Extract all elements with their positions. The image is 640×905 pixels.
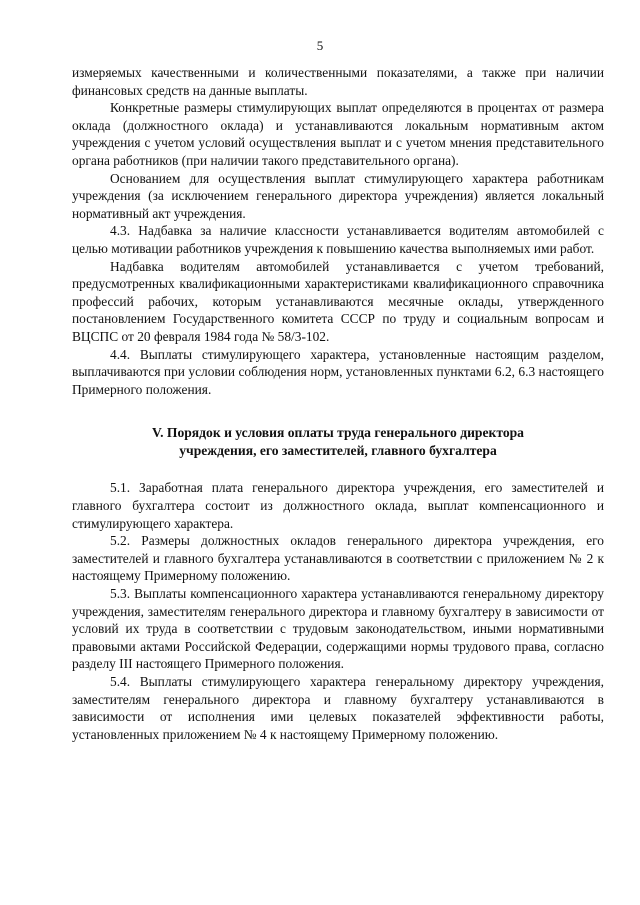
paragraph-5-3: 5.3. Выплаты компенсационного характера устанавливаются генеральному директору учреждения, заместителям генерального директора и главному бухгалтеру в зависимости от условий их труда в соответствии с трудовым законодательством, иными нормативными правовыми актами Российской Федерации, содержащими нормы трудового права, согласно разделу III настоящего Примерного положения. <box>72 586 604 672</box>
paragraph-5-1: 5.1. Заработная плата генерального директора учреждения, его заместителей и главного бухгалтера состоит из должностного оклада, выплат компенсационного и стимулирующего характера. <box>72 480 604 531</box>
paragraph: Конкретные размеры стимулирующих выплат определяются в процентах от размера оклада (должностного оклада) и устанавливаются локальным нормативным актом учреждения с учетом условий осуществления выплат и с учетом мнения представительного органа работников (при наличии такого представительного органа). <box>72 100 604 168</box>
paragraph-5-2: 5.2. Размеры должностных окладов генерального директора учреждения, его заместителей и главного бухгалтера устанавливаются в соответствии с приложением № 2 к настоящему Примерному положению. <box>72 533 604 584</box>
paragraph: измеряемых качественными и количественными показателями, а также при наличии финансовых средств на данные выплаты. <box>72 65 604 98</box>
paragraph: Надбавка водителям автомобилей устанавливается с учетом требований, предусмотренных квалификационными характеристиками квалификационного справочника профессий рабочих, которым устанавливаются месячные оклады, утвержденного постановлением Государственного комитета СССР по труду и социальным вопросам и ВЦСПС от 20 февраля 1984 года № 58/3-102. <box>72 258 604 344</box>
section-title-line-2: учреждения, его заместителей, главного бухгалтера <box>179 442 497 458</box>
document-body <box>72 64 604 743</box>
section-title <box>72 424 604 459</box>
paragraph-4-4: 4.4. Выплаты стимулирующего характера, установленные настоящим разделом, выплачиваются при условии соблюдения норм, установленных пунктами 6.2, 6.3 настоящего Примерного положения. <box>72 346 604 397</box>
section-title-line-1: V. Порядок и условия оплаты труда генерального директора <box>152 425 524 441</box>
page-number: 5 <box>316 38 324 53</box>
paragraph: Основанием для осуществления выплат стимулирующего характера работникам учреждения (за исключением генерального директора учреждения) является локальный нормативный акт учреждения. <box>72 170 604 221</box>
paragraph-5-4: 5.4. Выплаты стимулирующего характера генеральному директору учреждения, заместителям генерального директора и главному бухгалтеру устанавливаются в зависимости от исполнения ими целевых показателей эффективности работы, установленных приложением № 4 к настоящему Примерному положению. <box>72 674 604 742</box>
paragraph-4-3: 4.3. Надбавка за наличие классности устанавливается водителям автомобилей с целью мотивации работников учреждения к повышению качества выполняемых ими работ. <box>72 223 604 256</box>
